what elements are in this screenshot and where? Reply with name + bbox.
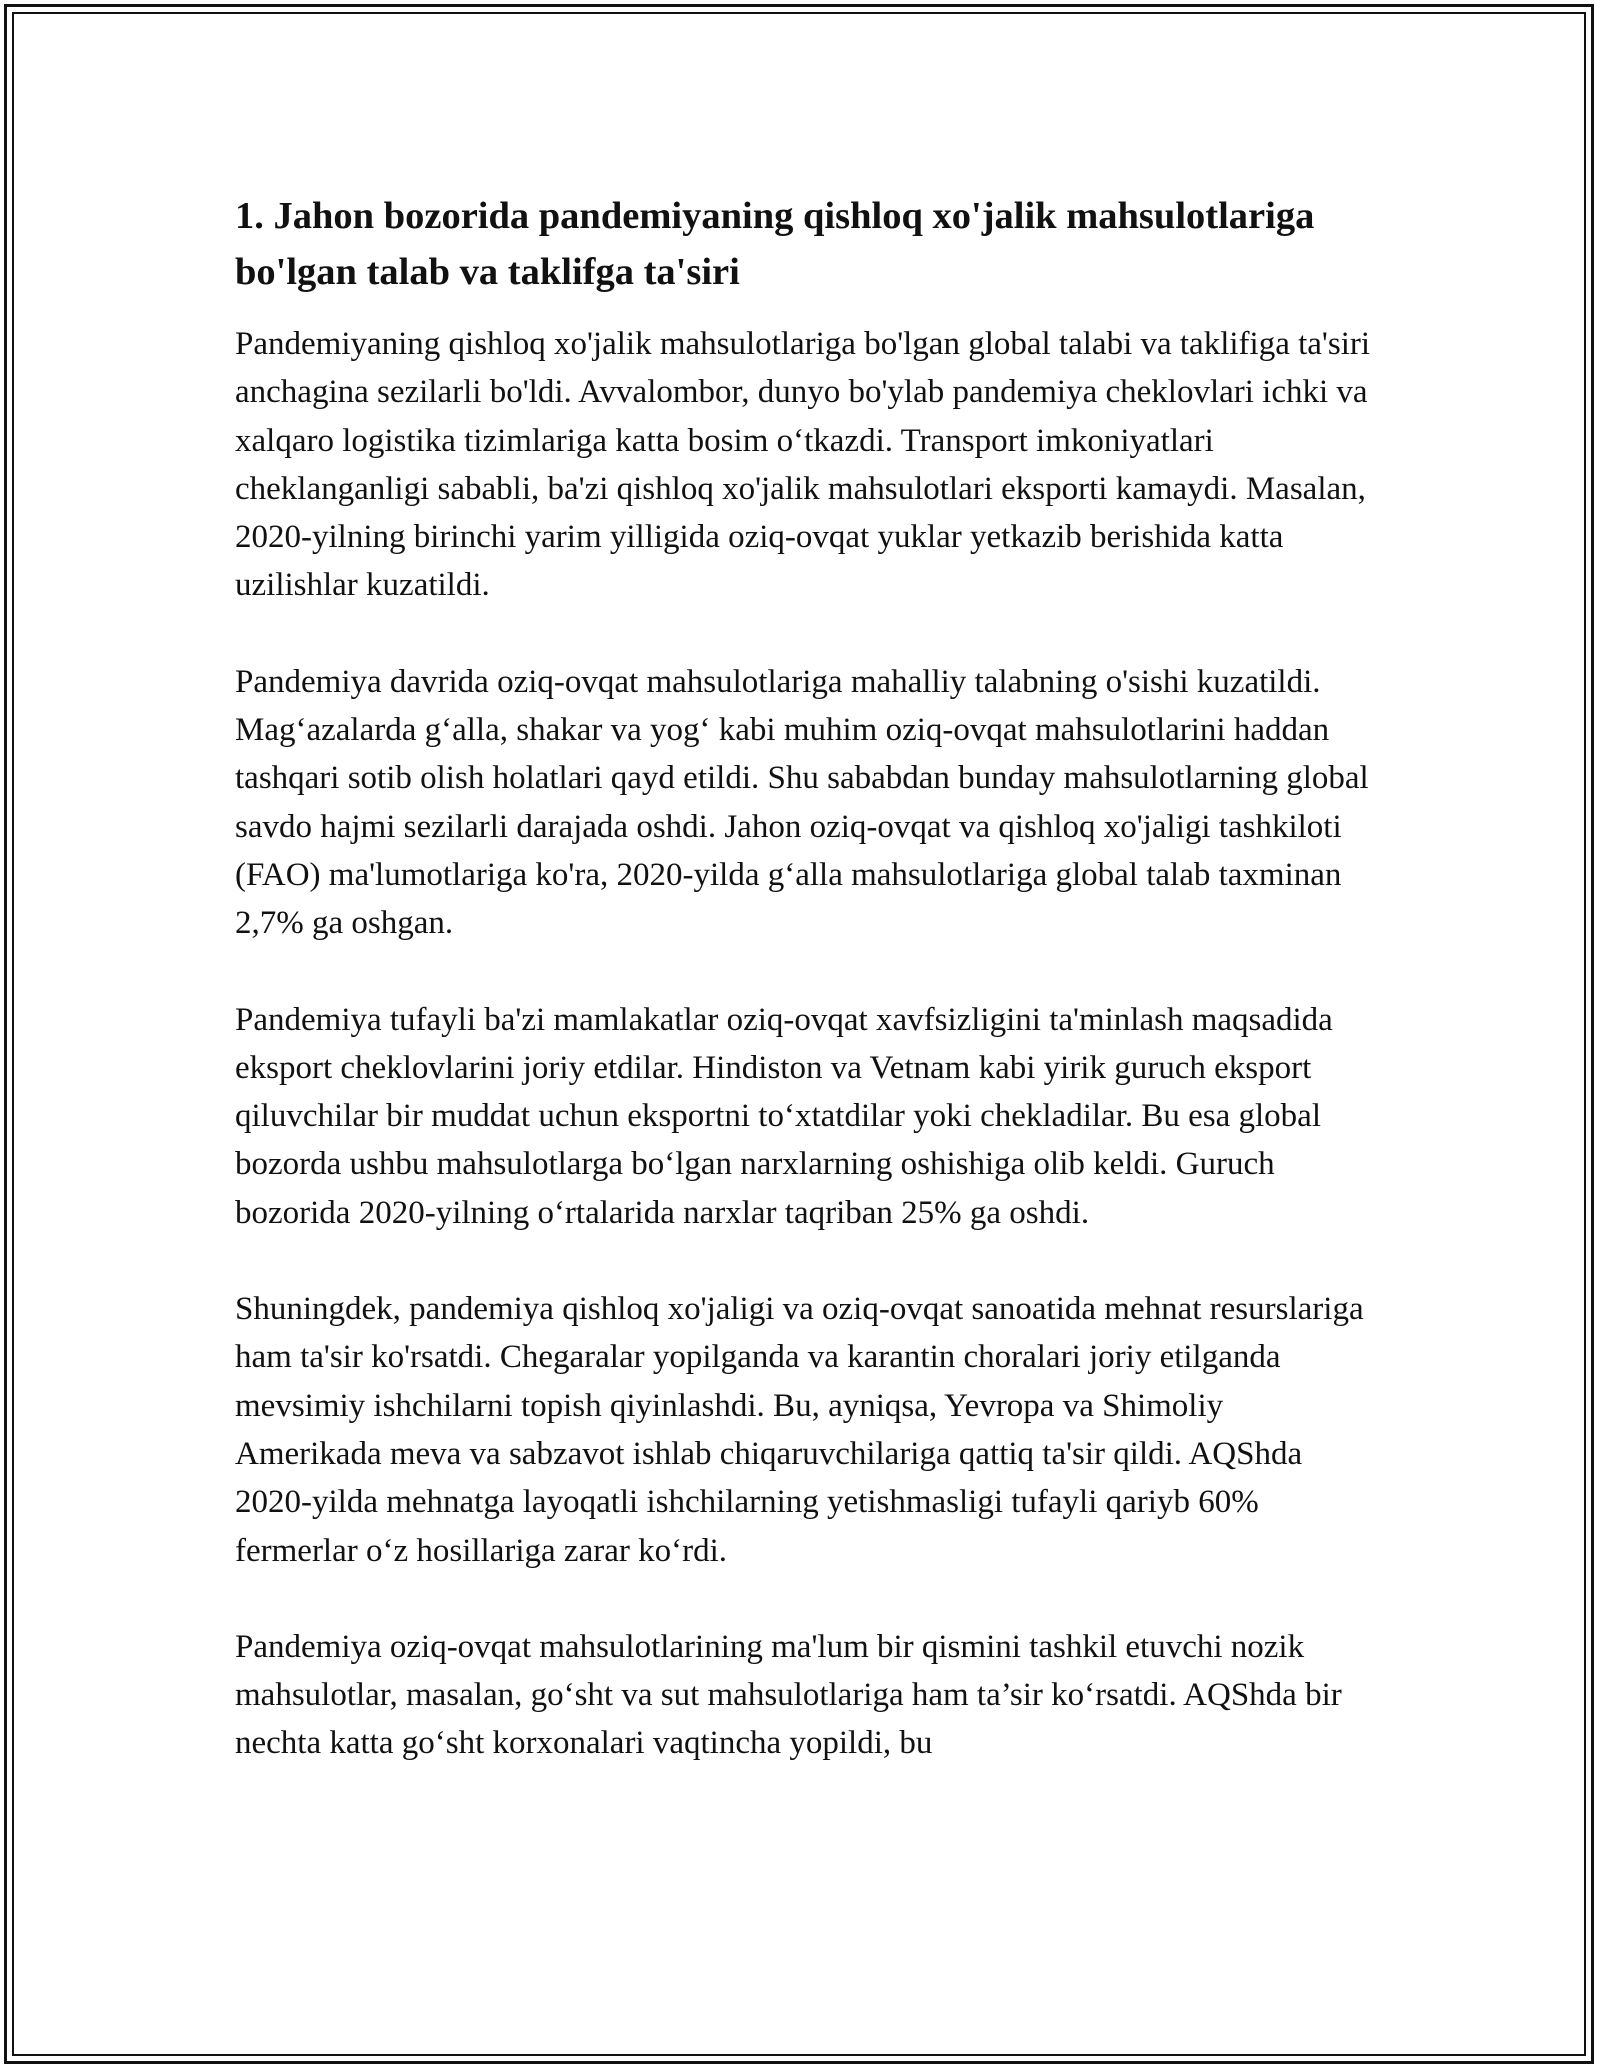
paragraph-2: Pandemiya davrida oziq-ovqat mahsulotlariga mahalliy talabning o'sishi kuzatildi. Mag‘azalarda g‘alla, shakar va yog‘ kabi muhim oziq-ovqat mahsulotlarini haddan tashqari sotib olish holatlari qayd etildi. Shu sababdan bunday mahsulotlarning global savdo hajmi sezilarli darajada oshdi. Jahon oziq-ovqat va qishloq xo'jaligi tashkiloti (FAO) ma'lumotlariga ko'ra, 2020-yilda g‘alla mahsulotlariga global talab taxminan 2,7% ga oshgan. [235, 663, 1369, 942]
paragraph-5: Pandemiya oziq-ovqat mahsulotlarining ma'lum bir qismini tashkil etuvchi nozik mahsulotlar, masalan, go‘sht va sut mahsulotlariga ham ta’sir ko‘rsatdi. AQShda bir nechta katta go‘sht korxonalari vaqtincha yopildi, bu [235, 1628, 1342, 1762]
paragraph-3: Pandemiya tufayli ba'zi mamlakatlar oziq-ovqat xavfsizligini ta'minlash maqsadida eksport cheklovlarini joriy etdilar. Hindiston va Vetnam kabi yirik guruch eksport qiluvchilar bir muddat uchun eksportni to‘xtatdilar yoki chekladilar. Bu esa global bozorda ushbu mahsulotlarga bo‘lgan narxlarning oshishiga olib keldi. Guruch bozorida 2020-yilning o‘rtalarida narxlar taqriban 25% ga oshdi. [235, 1001, 1333, 1231]
section-heading: 1. Jahon bozorida pandemiyaning qishloq xo'jalik mahsulotlariga bo'lgan talab va taklifga ta'siri [235, 195, 1315, 293]
document-body [235, 188, 1375, 1816]
paragraph-4: Shuningdek, pandemiya qishloq xo'jaligi va oziq-ovqat sanoatida mehnat resurslariga ham ta'sir ko'rsatdi. Chegaralar yopilganda va karantin choralari joriy etilganda mevsimiy ishchilarni topish qiyinlashdi. Bu, ayniqsa, Yevropa va Shimoliy Amerikada meva va sabzavot ishlab chiqaruvchilariga qattiq ta'sir qildi. AQShda 2020-yilda mehnatga layoqatli ishchilarning yetishmasligi tufayli qariyb 60% fermerlar o‘z hosillariga zarar ko‘rdi. [235, 1291, 1364, 1569]
paragraph-1: Pandemiyaning qishloq xo'jalik mahsulotlariga bo'lgan global talabi va taklifiga ta'siri anchagina sezilarli bo'ldi. Avvalombor, dunyo bo'ylab pandemiya cheklovlari ichki va xalqaro logistika tizimlariga katta bosim o‘tkazdi. Transport imkoniyatlari cheklanganligi sababli, ba'zi qishloq xo'jalik mahsulotlari eksporti kamaydi. Masalan, 2020-yilning birinchi yarim yilligida oziq-ovqat yuklar yetkazib berishida katta uzilishlar kuzatildi. [235, 326, 1371, 604]
